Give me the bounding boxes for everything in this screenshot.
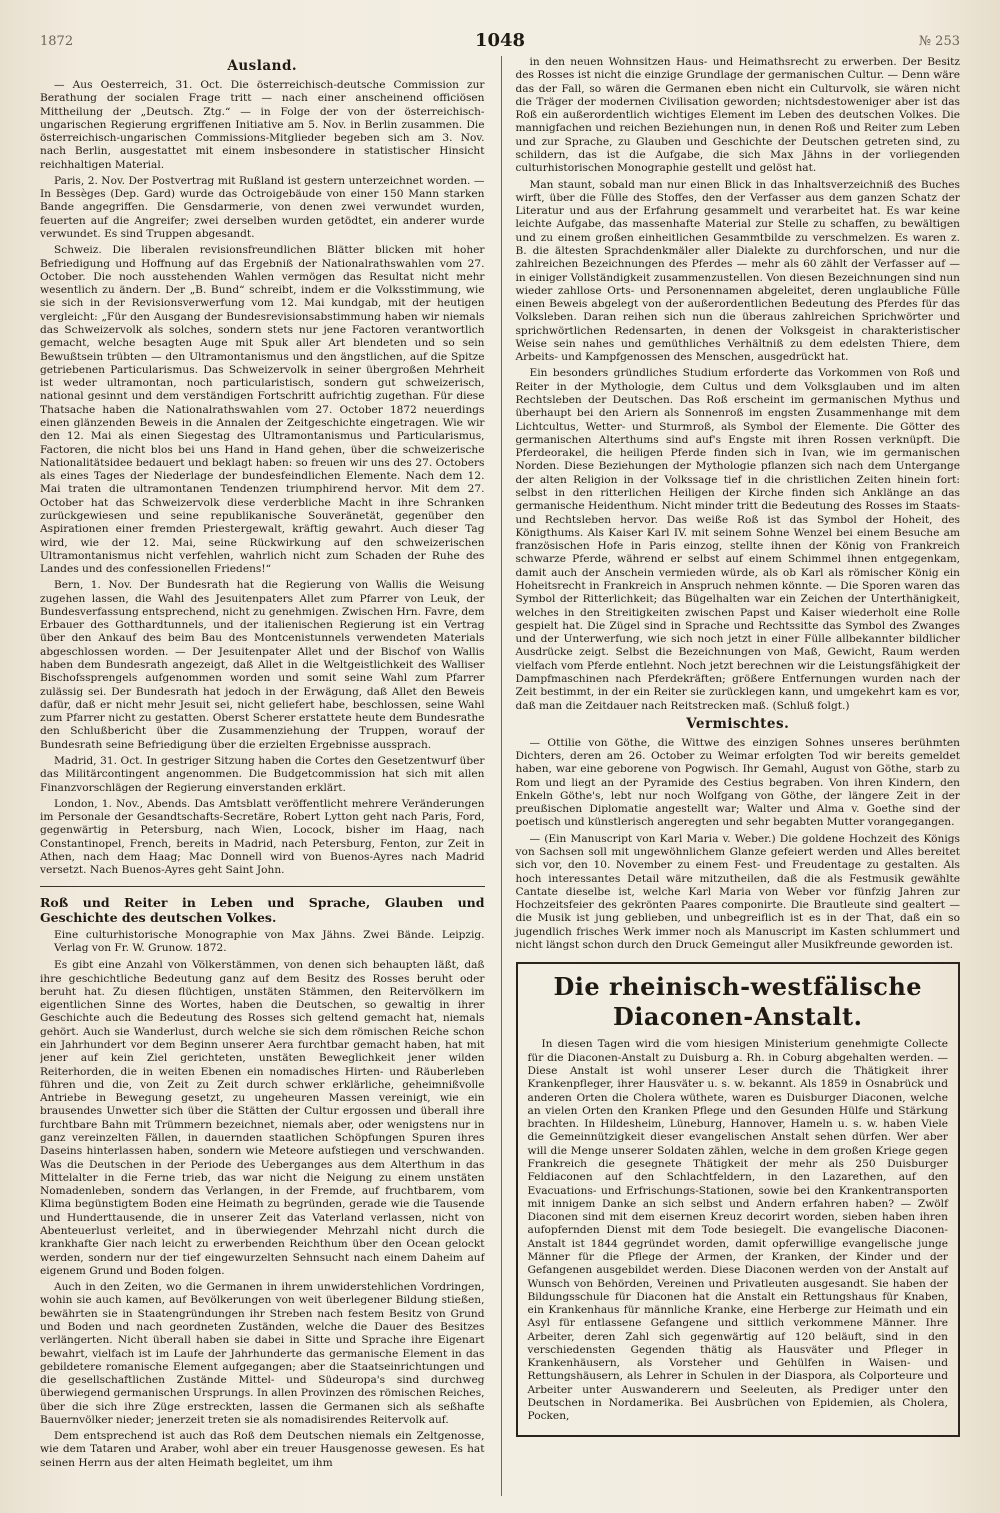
article-paragraph: Auch in den Zeiten, wo die Germanen in ihrem unwiderstehlichen Vordringen, wohin sie auch kamen, auf Bevölkerungen von weit überlegener Bildung stießen, bewährten sie in Staatengründungen ihr Streben nach festem Besitz von Grund und Boden und nach geordneten Zuständen, welche die Dauer des Besitzes verlängerten. Nicht überall haben sie dabei in Sitte und Sprache ihre Eigenart bewahrt, vielfach ist im Laufe der Jahrhunderte das germanische Element in das gebildetere romanische Element aufgegangen; aber die Staatseinrichtungen und die gesellschaftlichen Zustände Mittel- und Südeuropa's sind durchweg überwiegend germanischen Ursprungs. In allen Provinzen des römischen Reiches, über die sich ihre Züge erstreckten, lassen die Germanen sich als seßhafte Bauernvölker nieder; jenerzeit treten sie als nomadisirendes Reitervolk auf. — [40, 1281, 485, 1426]
news-paragraph: Madrid, 31. Oct. In gestriger Sitzung haben die Cortes den Gesetzentwurf über das Militärcontingent angenommen. Die Budgetcommission hat sich mit allen Finanzvorschlägen der Regierung einverstanden erklärt. — [40, 755, 485, 794]
page-number: 1048 — [474, 30, 526, 51]
faded-year-mark: 1872 — [40, 34, 74, 49]
article-paragraph: in den neuen Wohnsitzen Haus- und Heimathsrecht zu erwerben. Der Besitz des Rosses ist nicht die einzige Grundlage der germanischen Cultur. — Denn wäre das der Fall, so wären die Germanen eben nicht ein Culturvolk, sie wären nicht die Träger der modernen Civilisation geworden; nichtsdestoweniger aber ist das Roß ein außerordentlich wichtiges Element im Leben des deutschen Volkes. Die mannigfachen und reichen Beziehungen nun, in denen Roß und Reiter zum Leben und zur Sprache, zu Glauben und Geschichte der Deutschen getreten sind, zu schildern, das ist die Aufgabe, die sich Max Jähns in der vorliegenden culturhistorischen Monographie gestellt und gelöst hat. — [515, 56, 960, 175]
news-paragraph: — Aus Oesterreich, 31. Oct. Die österreichisch-deutsche Commission zur Berathung der socialen Frage tritt — nach einer anscheinend officiösen Mittheilung der „Deutsch. Ztg.“ — in Folge der von der österreichisch-ungarischen Regierung ergriffenen Initiative am 5. Nov. in Berlin zusammen. Die österreichisch-ungarischen Commissions-Mitglieder begeben sich am 3. Nov. nach Berlin, ausgestattet mit einem insbesondere in statistischer Hinsicht reichhaltigen Material. — [40, 78, 485, 171]
page-header — [40, 30, 960, 56]
right-column — [501, 56, 961, 1496]
columns — [40, 56, 960, 1496]
news-paragraph: Paris, 2. Nov. Der Postvertrag mit Rußland ist gestern unterzeichnet worden. — In Bessèges (Dep. Gard) wurde das Octroigebäude von einer 150 Mann starken Bande angegriffen. Die Gensdarmerie, von denen zwei verwundet wurden, feuerten auf die Angreifer; zwei derselben wurden getödtet, ein anderer wurde verwundet. Es sind Truppen abgesandt. — [40, 174, 485, 241]
article-byline: Eine culturhistorische Monographie von Max Jähns. Zwei Bände. Leipzig. Verlag von Fr. W. Grunow. 1872. — [54, 928, 485, 955]
news-paragraph: London, 1. Nov., Abends. Das Amtsblatt veröffentlicht mehrere Veränderungen im Personale der Gesandtschafts-Secretäre, Robert Lytton geht nach Paris, Ford, gegenwärtig in Petersburg, nach Wien, Locock, bisher im Haag, nach Constantinopel, French, bereits in Madrid, nach Petersburg, Fenton, zur Zeit in Athen, nach dem Haag; Mac Donnell wird von Buenos-Ayres nach Madrid versetzt. Nach Buenos-Ayres geht Saint John. — [40, 797, 485, 877]
article-paragraph: Ein besonders gründliches Studium erforderte das Vorkommen von Roß und Reiter in der Mythologie, dem Cultus und dem Volksglauben und im alten Rechtsleben der Deutschen. Das Roß erscheint im germanischen Mythus und überhaupt bei den Ariern als Sonnenroß im engsten Zusammenhange mit dem Lichtcultus, Wetter- und Sturmroß, als Symbol der Elemente. Die Götter des germanischen Alterthums sind auf's Engste mit ihren Rossen verknüpft. Die Pferdeorakel, die heiligen Pferde finden sich in Ivan, wie im germanischen Norden. Diese Beziehungen der Mythologie pflanzen sich nach dem Untergange der alten Religion in der Volkssage tief in die christlichen Zeiten hinein fort: selbst in den ritterlichen Heiligen der Kirche finden sich Anklänge an das germanische Heidenthum. Nicht minder tritt die Bedeutung des Rosses im Staats- und Rechtsleben hervor. Das weiße Roß ist das Symbol der Hoheit, des Königthums. Als Kaiser Karl IV. mit seinem Sohne Wenzel bei einem Besuche am französischen Hofe in Paris einzog, stellte ihnen der König von Frankreich schwarze Pferde, während er selbst auf einem Schimmel ihnen entgegenkam, damit auch der Anschein vermieden würde, als ob Karl als römischer König ein Hoheitsrecht in Frankreich in Anspruch nehmen könnte. — Die Sporen waren das Symbol der Ritterlichkeit; das Bügelhalten war ein Zeichen der Unterthänigkeit, welches in den Streitigkeiten zwischen Papst und Kaiser wiederholt eine Rolle gespielt hat. Die Zügel sind in Sprache und Rechtssitte das Symbol des Zwanges und der Unterwerfung, wie sich noch jetzt in einer Fülle allbekannter bildlicher Ausdrücke zeigt. Selbst die Bezeichnungen von Maß, Gewicht, Raum werden vielfach vom Pferde entlehnt. Noch jetzt berechnen wir die Leistungsfähigkeit der Dampfmaschinen nach Pferdekräften; größere Entfernungen wurden nach der Zeit bestimmt, in der ein Reiter sie zurücklegen kann, und umgekehrt kam es vor, daß man die Zeitdauer nach Reitstrecken maß. (Schluß folgt.) — [515, 367, 960, 712]
advertisement-box — [516, 962, 961, 1436]
advertisement-title: Die rheinisch-westfälische Diaconen-Anstalt. — [553, 972, 923, 1032]
article-title: Roß und Reiter in Leben und Sprache, Glauben und Geschichte des deutschen Volkes. — [40, 894, 485, 926]
article-paragraph: Es gibt eine Anzahl von Völkerstämmen, von denen sich behaupten läßt, daß ihre geschichtliche Bedeutung ganz auf dem Besitz des Rosses beruht oder beruht hat. Zu diesen flüchtigen, unstäten Stämmen, den Reitervölkern im eigentlichen Sinne des Wortes, haben die Deutschen, so gewaltig in ihrer Geschichte auch die Bedeutung des Rosses sich geltend gemacht hat, niemals gehört. Auch sie Wanderlust, durch welche sie sich dem römischen Reiche schon ein Jahrhundert vor dem Beginn unserer Aera furchtbar gemacht haben, hat mit jener auf kein Ziel gerichteten, unstäten Beweglichkeit jener wilden Reiterhorden, die in weiten Ebenen ein nomadisches Hirten- und Räuberleben führen und die, von Zeit zu Zeit durch schwer erklärliche, geheimnißvolle Antriebe in Bewegung gesetzt, zu ungeheuren Massen vereinigt, wie ein brausendes Unwetter sich über die Stätten der Cultur ergossen und überall ihre furchtbare Bahn mit Trümmern bezeichnet, niemals aber, oder wenigstens nur in ganz vereinzelten Fällen, in dauernden staatlichen Schöpfungen Spuren ihres Daseins hinterlassen haben, sondern wie Meteore aufstiegen und verschwanden. Was die Deutschen in der Periode des Ueberganges aus dem Alterthum in das Mittelalter in die Ferne trieb, das war nicht die Neigung zu einem unstäten Nomadenleben, sondern das Verlangen, in der Fremde, auf fruchtbarem, vom Klima begünstigtem Boden eine Heimath zu begründen, gerade wie die Tausende und Hunderttausende, die in unserer Zeit das Vaterland verlassen, nicht von Abenteuerlust verleitet, and in überwiegender Mehrzahl nicht durch die krankhafte Gier nach leicht zu erwerbenden Reichthum über den Ocean gelockt werden, sondern nur der tief eingewurzelten Sehnsucht nach einem Daheim auf eigenem Grund und Boden folgen. — [40, 959, 485, 1277]
news-paragraph: Bern, 1. Nov. Der Bundesrath hat die Regierung von Wallis die Weisung zugehen lassen, die Wahl des Jesuitenpaters Allet zum Pfarrer von Leuk, der Bundesverfassung entsprechend, nicht zu genehmigen. Zwischen Hrn. Favre, dem Erbauer des Gotthardtunnels, und der italienischen Regierung ist ein Vertrag über den Ankauf des beim Bau des Montcenistunnels verwendeten Materials abgeschlossen worden. — Der Jesuitenpater Allet und der Bischof von Wallis haben dem Bundesrath angezeigt, daß Allet in die Weltgeistlichkeit des Walliser Bischofssprengels aufgenommen worden und somit seine Wahl zum Pfarrer zulässig sei. Der Bundesrath hat jedoch in der Erwägung, daß Allet den Beweis dafür, daß er nicht mehr Jesuit sei, nicht geliefert habe, beschlossen, seine Wahl zum Pfarrer nicht zu gestatten. Oberst Scherer erstattete heute dem Bundesrathe den Schlußbericht über die Zusammenziehung der Truppen, worauf der Bundesrath seine Befriedigung über die erzielten Ergebnisse aussprach. — [40, 579, 485, 751]
issue-number-mark: № 253 — [918, 34, 960, 49]
left-column — [40, 56, 485, 1496]
article-paragraph: Dem entsprechend ist auch das Roß dem Deutschen niemals ein Zeltgenosse, wie dem Tataren und Araber, wohl aber ein treuer Hausgenosse gewesen. Es hat seinen Herrn aus der alten Heimath begleitet, um ihm — [40, 1430, 485, 1469]
advertisement-paragraph: In diesen Tagen wird die vom hiesigen Ministerium genehmigte Collecte für die Diaconen-Anstalt zu Duisburg a. Rh. in Coburg abgehalten werden. — Diese Anstalt ist wohl unserer Leser durch die Thätigkeit ihrer Krankenpfleger, ihrer Hausväter u. s. w. bekannt. Als 1859 in Osnabrück und anderen Orten die Cholera wüthete, waren es Duisburger Diaconen, welche an vielen Orten den Kranken Pflege und den Gesunden Hülfe und Stärkung brachten. In Hildesheim, Lüneburg, Hannover, Hameln u. s. w. haben Viele die Gemeinnützigkeit dieser evangelischen Anstalt sehen dürfen. Wer aber will die Menge unserer Soldaten zählen, welche in dem großen Kriege gegen Frankreich die gesegnete Thätigkeit der mehr als 250 Duisburger Feldiaconen auf den Schlachtfeldern, in den Lazarethen, auf den Evacuations- und Erfrischungs-Stationen, sowie bei den Krankentransporten mit innigem Danke an sich selbst und Andern erfahren haben? — Zwölf Diaconen sind mit dem eisernen Kreuz decorirt worden, sieben haben ihren aufopfernden Dienst mit dem Tode besiegelt. Die evangelische Diaconen-Anstalt ist 1844 gegründet worden, damit opferwillige evangelische junge Männer für die Pflege der Armen, der Kranken, der Kinder und der Gefangenen ausgebildet werden. Diese Diaconen werden von der Anstalt auf Wunsch von Behörden, Vereinen und Privatleuten ausgesandt. Sie haben der Bildungsschule für Diaconen hat die Anstalt ein Rettungshaus für Knaben, ein Krankenhaus für männliche Kranke, eine Herberge zur Heimath und ein Asyl für entlassene Gefangene und sittlich verkommene Männer. Ihre Arbeiter, deren Zahl sich gegenwärtig auf 120 beläuft, sind in den verschiedensten Gegenden thätig als Hausväter und Pfleger in Krankenhäusern, als Vorsteher und Gehülfen in Waisen- und Rettungshäusern, als Lehrer in Schulen in der Diaspora, als Colporteure und Arbeiter unter Auswanderern und Seeleuten, als Prediger unter den Deutschen in Nordamerika. Bei Ausbrüchen von Epidemien, als Cholera, Pocken, — [527, 1038, 948, 1423]
news-paragraph: Schweiz. Die liberalen revisionsfreundlichen Blätter blicken mit hoher Befriedigung und Hoffnung auf das Ergebniß der Nationalrathswahlen vom 27. October. Die noch ausstehenden Wahlen vermögen das Resultat nicht mehr wesentlich zu ändern. Der „B. Bund“ schreibt, indem er die Volksstimmung, wie sie sich in der Revisionsverwerfung vom 12. Mai kundgab, mit der heutigen vergleicht: „Für den Ausgang der Bundesrevisionsabstimmung haben wir niemals das Schweizervolk als solches, sondern stets nur jene Factoren verantwortlich gemacht, welche besagten Auge mit Spuk aller Art blendeten und so sein Bewußtsein trübten — den Ultramontanismus und den ängstlichen, auf die Spitze getriebenen Particularismus. Das Schweizervolk in seiner übergroßen Mehrheit ist weder ultramontan, noch particularistisch, sondern gut schweizerisch, national gesinnt und dem verständigen Fortschritt aufrichtig zugethan. Für diese Thatsache haben die Nationalrathswahlen vom 27. October 1872 neuerdings einen glänzenden Beweis in die Annalen der Zeitgeschichte eingetragen. Wie wir den 12. Mai als einen Siegestag des Ultramontanismus und Particularismus, Factoren, die nicht blos bei uns Hand in Hand gehen, über die schweizerische Nationalitätsidee bedauert und beklagt haben: so freuen wir uns des 27. Octobers als eines Tages der Niederlage der bundesfeindlichen Elemente. Nach dem 12. Mai traten die ultramontanen Tendenzen triumphirend hervor. Mit dem 27. October hat das Schweizervolk diese verderbliche Macht in ihre Schranken zurückgewiesen und seine republikanische Souveränetät, gegenüber den Aspirationen einer fremden Priestergewalt, kräftig gewahrt. Auch dieser Tag wird, wie der 12. Mai, seine Rückwirkung auf den schweizerischen Ultramontanismus nicht verfehlen, wahrlich nicht zum Schaden der Ruhe des Landes und des confessionellen Friedens!“ — [40, 244, 485, 576]
section-title-vermischtes: Vermischtes. — [686, 715, 790, 732]
section-title-ausland: Ausland. — [227, 58, 298, 74]
section-divider — [40, 886, 485, 887]
misc-paragraph: — Ottilie von Göthe, die Wittwe des einzigen Sohnes unseres berühmten Dichters, deren am 26. October zu Weimar erfolgten Tod wir bereits gemeldet haben, war eine geborene von Pogwisch. Ihr Gemahl, August von Göthe, starb zu Rom und liegt an der Pyramide des Cestius begraben. Von ihren Kindern, den Enkeln Göthe's, lebt nur noch Wolfgang von Göthe, der längere Zeit in der preußischen Diplomatie angestellt war; Walter und Alma v. Goethe sind der poetisch und künstlerisch angeregten und sehr begabten Mutter vorangegangen. — [515, 736, 960, 829]
misc-paragraph: — (Ein Manuscript von Karl Maria v. Weber.) Die goldene Hochzeit des Königs von Sachsen soll mit ungewöhnlichem Glanze gefeiert werden und Alles bereitet sich vor, den 10. November zu einem Fest- und Freudentage zu gestalten. Als hoch interessantes Detail wäre mitzutheilen, daß die als Festmusik gewählte Cantate dieselbe ist, welche Karl Maria von Weber vor fünfzig Jahren zur Hochzeitsfeier des gekrönten Paares componirte. Die Brautleute sind gealtert — die Musik ist jung geblieben, und unbegreiflich ist es in der That, daß ein so jugendlich frisches Werk immer noch als Manuscript im Kasten schlummert und nicht längst schon durch den Druck Gemeingut aller Musikfreunde geworden ist. — [515, 832, 960, 951]
article-paragraph: Man staunt, sobald man nur einen Blick in das Inhaltsverzeichniß des Buches wirft, über die Fülle des Stoffes, den der Verfasser aus dem ganzen Schatz der Literatur und aus der Erfahrung gesammelt und verarbeitet hat. Es war keine leichte Aufgabe, das massenhafte Material zur Stelle zu schaffen, zu bewältigen und zu einem großen einheitlichen Gesammtbilde zu verschmelzen. Es waren z. B. die ältesten Sprachdenkmäler aller Dialekte zu durchforschen, und nur die zahlreichen Bezeichnungen des Pferdes — mehr als 60 zählt der Verfasser auf — in einiger Vollständigkeit zusammenzustellen. Von diesen Bezeichnungen sind nun wieder zahllose Orts- und Personennamen abgeleitet, deren unglaubliche Fülle einen Beweis abgelegt von der außerordentlichen Bedeutung des Pferdes für das Volksleben. Daran reihen sich nun die überaus zahlreichen Sprichwörter und sprichwörtlichen Redensarten, in denen der Volksgeist in charakteristischer Weise sein nahes und gemüthliches Verhältniß zu dem edelsten Thiere, dem Arbeits- und Kampfgenossen des Menschen, ausgedrückt hat. — [515, 178, 960, 364]
